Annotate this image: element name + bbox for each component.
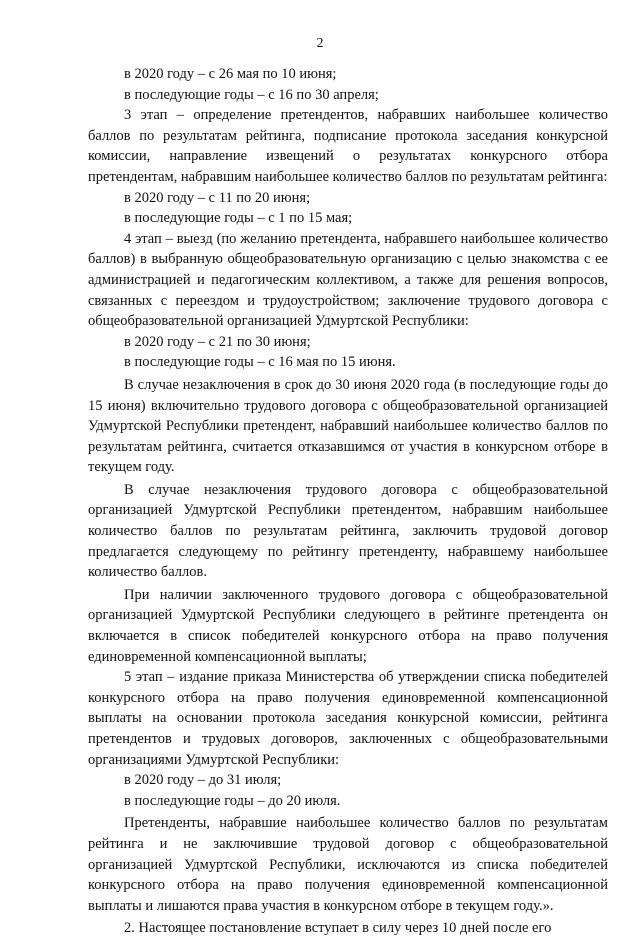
paragraph-exclusion-rule: Претенденты, набравшие наибольшее количество баллов по результатам рейтинга и не заключившие трудовой договор с общеобразовательной организацией Удмуртской Республики, исключаются из списка победителей конкурсного отбора на право получения единовременной компенсационной выплаты и лишаются права участия в конкурсном отборе в текущем году.». [88,815,608,914]
paragraph-2020-dates-stage4: в 2020 году – с 21 по 30 июня; [124,333,311,350]
paragraph-later-years-stage2: в последующие годы – с 16 по 30 апреля; [124,86,379,103]
paragraph-non-conclusion-deadline: В случае незаключения в срок до 30 июня 2020 года (в последующие годы до 15 июня) включительно трудового договора с общеобразовательной организацией Удмуртской Республики претендент, набравший наибольшее количество баллов по результатам рейтинга, считается отказавшимся от участия в конкурсном отборе в текущем году. [88,376,608,476]
paragraph-later-years-stage5: в последующие годы – до 20 июля. [124,792,341,809]
paragraph-2020-dates-stage5: в 2020 году – до 31 июля; [124,772,282,789]
paragraph-winners-inclusion: При наличии заключенного трудового договора с общеобразовательной организацией Удмуртской Республики следующего в рейтинге претендента он включается в список победителей конкурсного отбора на право получения единовременной компенсационной выплаты; [88,586,608,665]
paragraph-later-years-stage3: в последующие годы – с 1 по 15 мая; [124,210,353,227]
paragraph-stage-5: 5 этап – издание приказа Министерства об утверждении списка победителей конкурсного отбора на право получения единовременной компенсационной выплаты на основании протокола заседания конкурсной комиссии, рейтинга претендентов и трудовых договоров, заключенных с общеобразовательными организациями Удмуртской Республики: [88,669,608,768]
paragraph-stage-4: 4 этап – выезд (по желанию претендента, набравшего наибольшее количество баллов) в выбранную общеобразовательную организацию с целью знакомства с ее администрацией и педагогическим коллективом, а также для решения вопросов, связанных с переездом и трудоустройством; заключение трудового договора с общеобразовательной организацией Удмуртской Республики: [88,230,608,330]
paragraph-2020-dates-stage2: в 2020 году – с 26 мая по 10 июня; [124,66,337,82]
paragraph-next-candidate-offer: В случае незаключения трудового договора с общеобразовательной организацией Удмуртской Республики претендентом, набравшим наибольшее количество баллов по результатам рейтинга, заключить трудовой договор предлагается следующему по рейтингу претенденту, набравшему наибольшее количество баллов. [88,481,608,581]
page-number: 2 [316,36,324,51]
paragraph-2020-dates-stage3: в 2020 году – с 11 по 20 июня; [124,189,311,206]
paragraph-stage-3: 3 этап – определение претендентов, набравших наибольшее количество баллов по результатам рейтинга, подписание протокола заседания конкурсной комиссии, направление извещений о результатах конкурсного отбора претендентам, набравшим наибольшее количество баллов по результатам рейтинга: [88,107,608,185]
paragraph-effective-date: 2. Настоящее постановление вступает в силу через 10 дней после его [124,920,552,937]
document-body [88,64,608,939]
paragraph-later-years-stage4: в последующие годы – с 16 мая по 15 июня. [124,354,396,371]
